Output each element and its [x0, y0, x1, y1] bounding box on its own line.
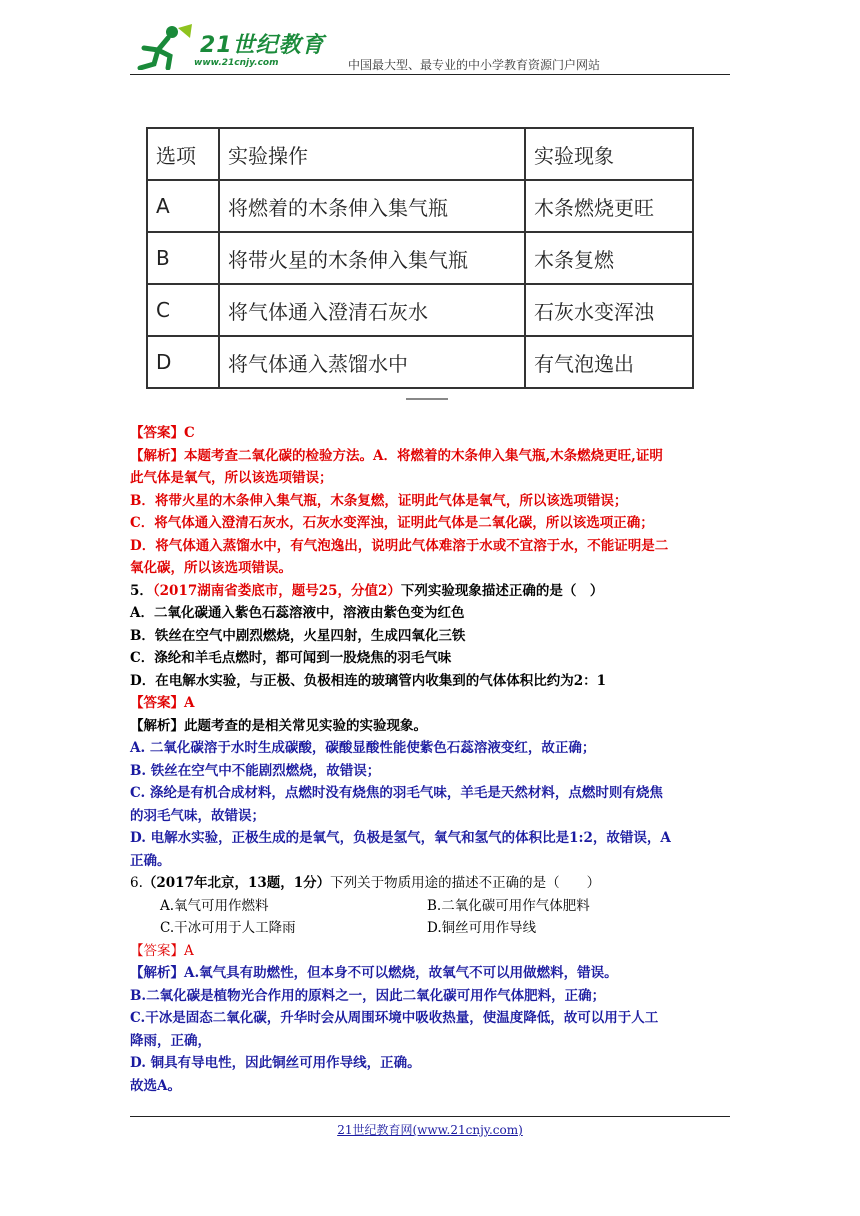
- q4-analysis-d: 氧化碳，所以该选项错误。: [130, 560, 292, 576]
- table-row: [147, 336, 693, 388]
- table-cell: C: [147, 284, 219, 336]
- table-cell: B: [147, 232, 219, 284]
- q5-analysis-d: 正确。: [130, 852, 171, 869]
- q4-analysis-line: 【解析】本题考查二氧化碳的检验方法。A．将燃着的木条伸入集气瓶,木条燃烧更旺,证明: [130, 447, 663, 464]
- q6-analysis-c: C.干冰是固态二氧化碳，升华时会从周围环境中吸收热量，使温度降低，故可以用于人工: [130, 1010, 659, 1026]
- footer-link[interactable]: 21世纪教育网(www.21cnjy.com): [337, 1123, 523, 1137]
- q4-analysis-d: D．将气体通入蒸馏水中，有气泡逸出，说明此气体难溶于水或不宜溶于水，不能证明是二: [130, 537, 669, 554]
- q6-option-b: B.二氧化碳可用作气体肥料: [427, 897, 590, 914]
- q5-question: 下列实验现象描述正确的是（ ）: [400, 582, 604, 599]
- footer-divider: [130, 1116, 730, 1117]
- table-row: [147, 180, 693, 232]
- table-header-cell: 选项: [147, 128, 219, 180]
- scan-mark: [406, 398, 448, 400]
- site-logo[interactable]: [130, 22, 330, 72]
- experiment-table: [146, 127, 694, 389]
- q6-answer: 【答案】A: [130, 942, 194, 959]
- q6-option-a: A.氧气可用作燃料: [160, 897, 269, 914]
- q5-option-d: D．在电解水实验，与正极、负极相连的玻璃管内收集到的气体体积比约为2：1: [130, 672, 606, 689]
- q5-analysis: 【解析】此题考查的是相关常见实验的实验现象。: [130, 717, 427, 734]
- q4-answer: 【答案】C: [130, 425, 195, 441]
- q5-analysis-a: A. 二氧化碳溶于水时生成碳酸，碳酸显酸性能使紫色石蕊溶液变红，故正确；: [130, 740, 596, 756]
- q6-option-c: C.干冰可用于人工降雨: [160, 920, 296, 936]
- table-cell: 将带火星的木条伸入集气瓶: [219, 232, 525, 284]
- table-cell: 将气体通入蒸馏水中: [219, 336, 525, 388]
- q6-options-row: [130, 917, 734, 940]
- table-cell: D: [147, 336, 219, 388]
- question-body: [130, 422, 734, 1097]
- logo-url: www.21cnjy.com: [194, 58, 279, 68]
- q4-analysis-b: B．将带火星的木条伸入集气瓶，木条复燃，证明此气体是氧气，所以该选项错误；: [130, 492, 628, 509]
- q6-question: 下列关于物质用途的描述不正确的是（ ）: [330, 875, 601, 891]
- q5-analysis-c: 的羽毛气味，故错误；: [130, 807, 265, 824]
- q5-stem: [130, 580, 734, 603]
- q6-conclusion: 故选A。: [130, 1077, 181, 1094]
- table-header-row: [147, 128, 693, 180]
- q6-analysis-c: 降雨，正确，: [130, 1032, 211, 1049]
- q4-analysis-line: 此气体是氧气，所以该选项错误；: [130, 470, 333, 486]
- q5-answer: 【答案】A: [130, 695, 195, 711]
- table-header-cell: 实验现象: [525, 128, 693, 180]
- q5-option-b: B．铁丝在空气中剧烈燃烧，火星四射，生成四氧化三铁: [130, 627, 466, 644]
- table-row: [147, 284, 693, 336]
- table-cell: 将燃着的木条伸入集气瓶: [219, 180, 525, 232]
- table-cell: 石灰水变浑浊: [525, 284, 693, 336]
- table-cell: 将气体通入澄清石灰水: [219, 284, 525, 336]
- table-cell: 有气泡逸出: [525, 336, 693, 388]
- q6-analysis-b: B.二氧化碳是植物光合作用的原料之一，因此二氧化碳可用作气体肥料，正确；: [130, 987, 606, 1004]
- q5-analysis-d: D. 电解水实验，正极生成的是氧气，负极是氢气，氧气和氢气的体积比是1:2，故错误，A: [130, 830, 671, 846]
- header-divider: [130, 74, 730, 75]
- page-header: [130, 22, 730, 76]
- header-tagline: 中国最大型、最专业的中小学教育资源门户网站: [348, 58, 601, 72]
- q4-analysis-c: C．将气体通入澄清石灰水，石灰水变浑浊，证明此气体是二氧化碳，所以该选项正确；: [130, 515, 654, 531]
- q6-analysis-d: D. 铜具有导电性，因此铜丝可用作导线，正确。: [130, 1055, 421, 1071]
- table-cell: A: [147, 180, 219, 232]
- table-cell: 木条复燃: [525, 232, 693, 284]
- q6-source: （2017年北京，13题，1分）: [142, 875, 331, 891]
- q6-stem: [130, 872, 734, 895]
- table-row: [147, 232, 693, 284]
- q6-analysis: 【解析】A.氧气具有助燃性，但本身不可以燃烧，故氧气不可以用做燃料，错误。: [130, 965, 618, 981]
- logo-text: 21世纪教育: [200, 33, 325, 58]
- q6-number: 6.: [130, 875, 143, 891]
- q6-options-row: [130, 895, 734, 918]
- table-header-cell: 实验操作: [219, 128, 525, 180]
- table-cell: 木条燃烧更旺: [525, 180, 693, 232]
- runner-icon: [134, 24, 198, 70]
- q5-analysis-c: C. 涤纶是有机合成材料，点燃时没有烧焦的羽毛气味，羊毛是天然材料，点燃时则有烧焦: [130, 785, 663, 801]
- q5-number: 5．: [130, 582, 153, 599]
- q5-option-c: C．涤纶和羊毛点燃时，都可闻到一股烧焦的羽毛气味: [130, 650, 452, 666]
- q5-option-a: A．二氧化碳通入紫色石蕊溶液中，溶液由紫色变为红色: [130, 605, 465, 621]
- q5-analysis-b: B. 铁丝在空气中不能剧烈燃烧，故错误；: [130, 762, 381, 779]
- q5-source: （2017湖南省娄底市，题号25，分值2）: [152, 582, 401, 599]
- q6-option-d: D.铜丝可用作导线: [427, 920, 537, 936]
